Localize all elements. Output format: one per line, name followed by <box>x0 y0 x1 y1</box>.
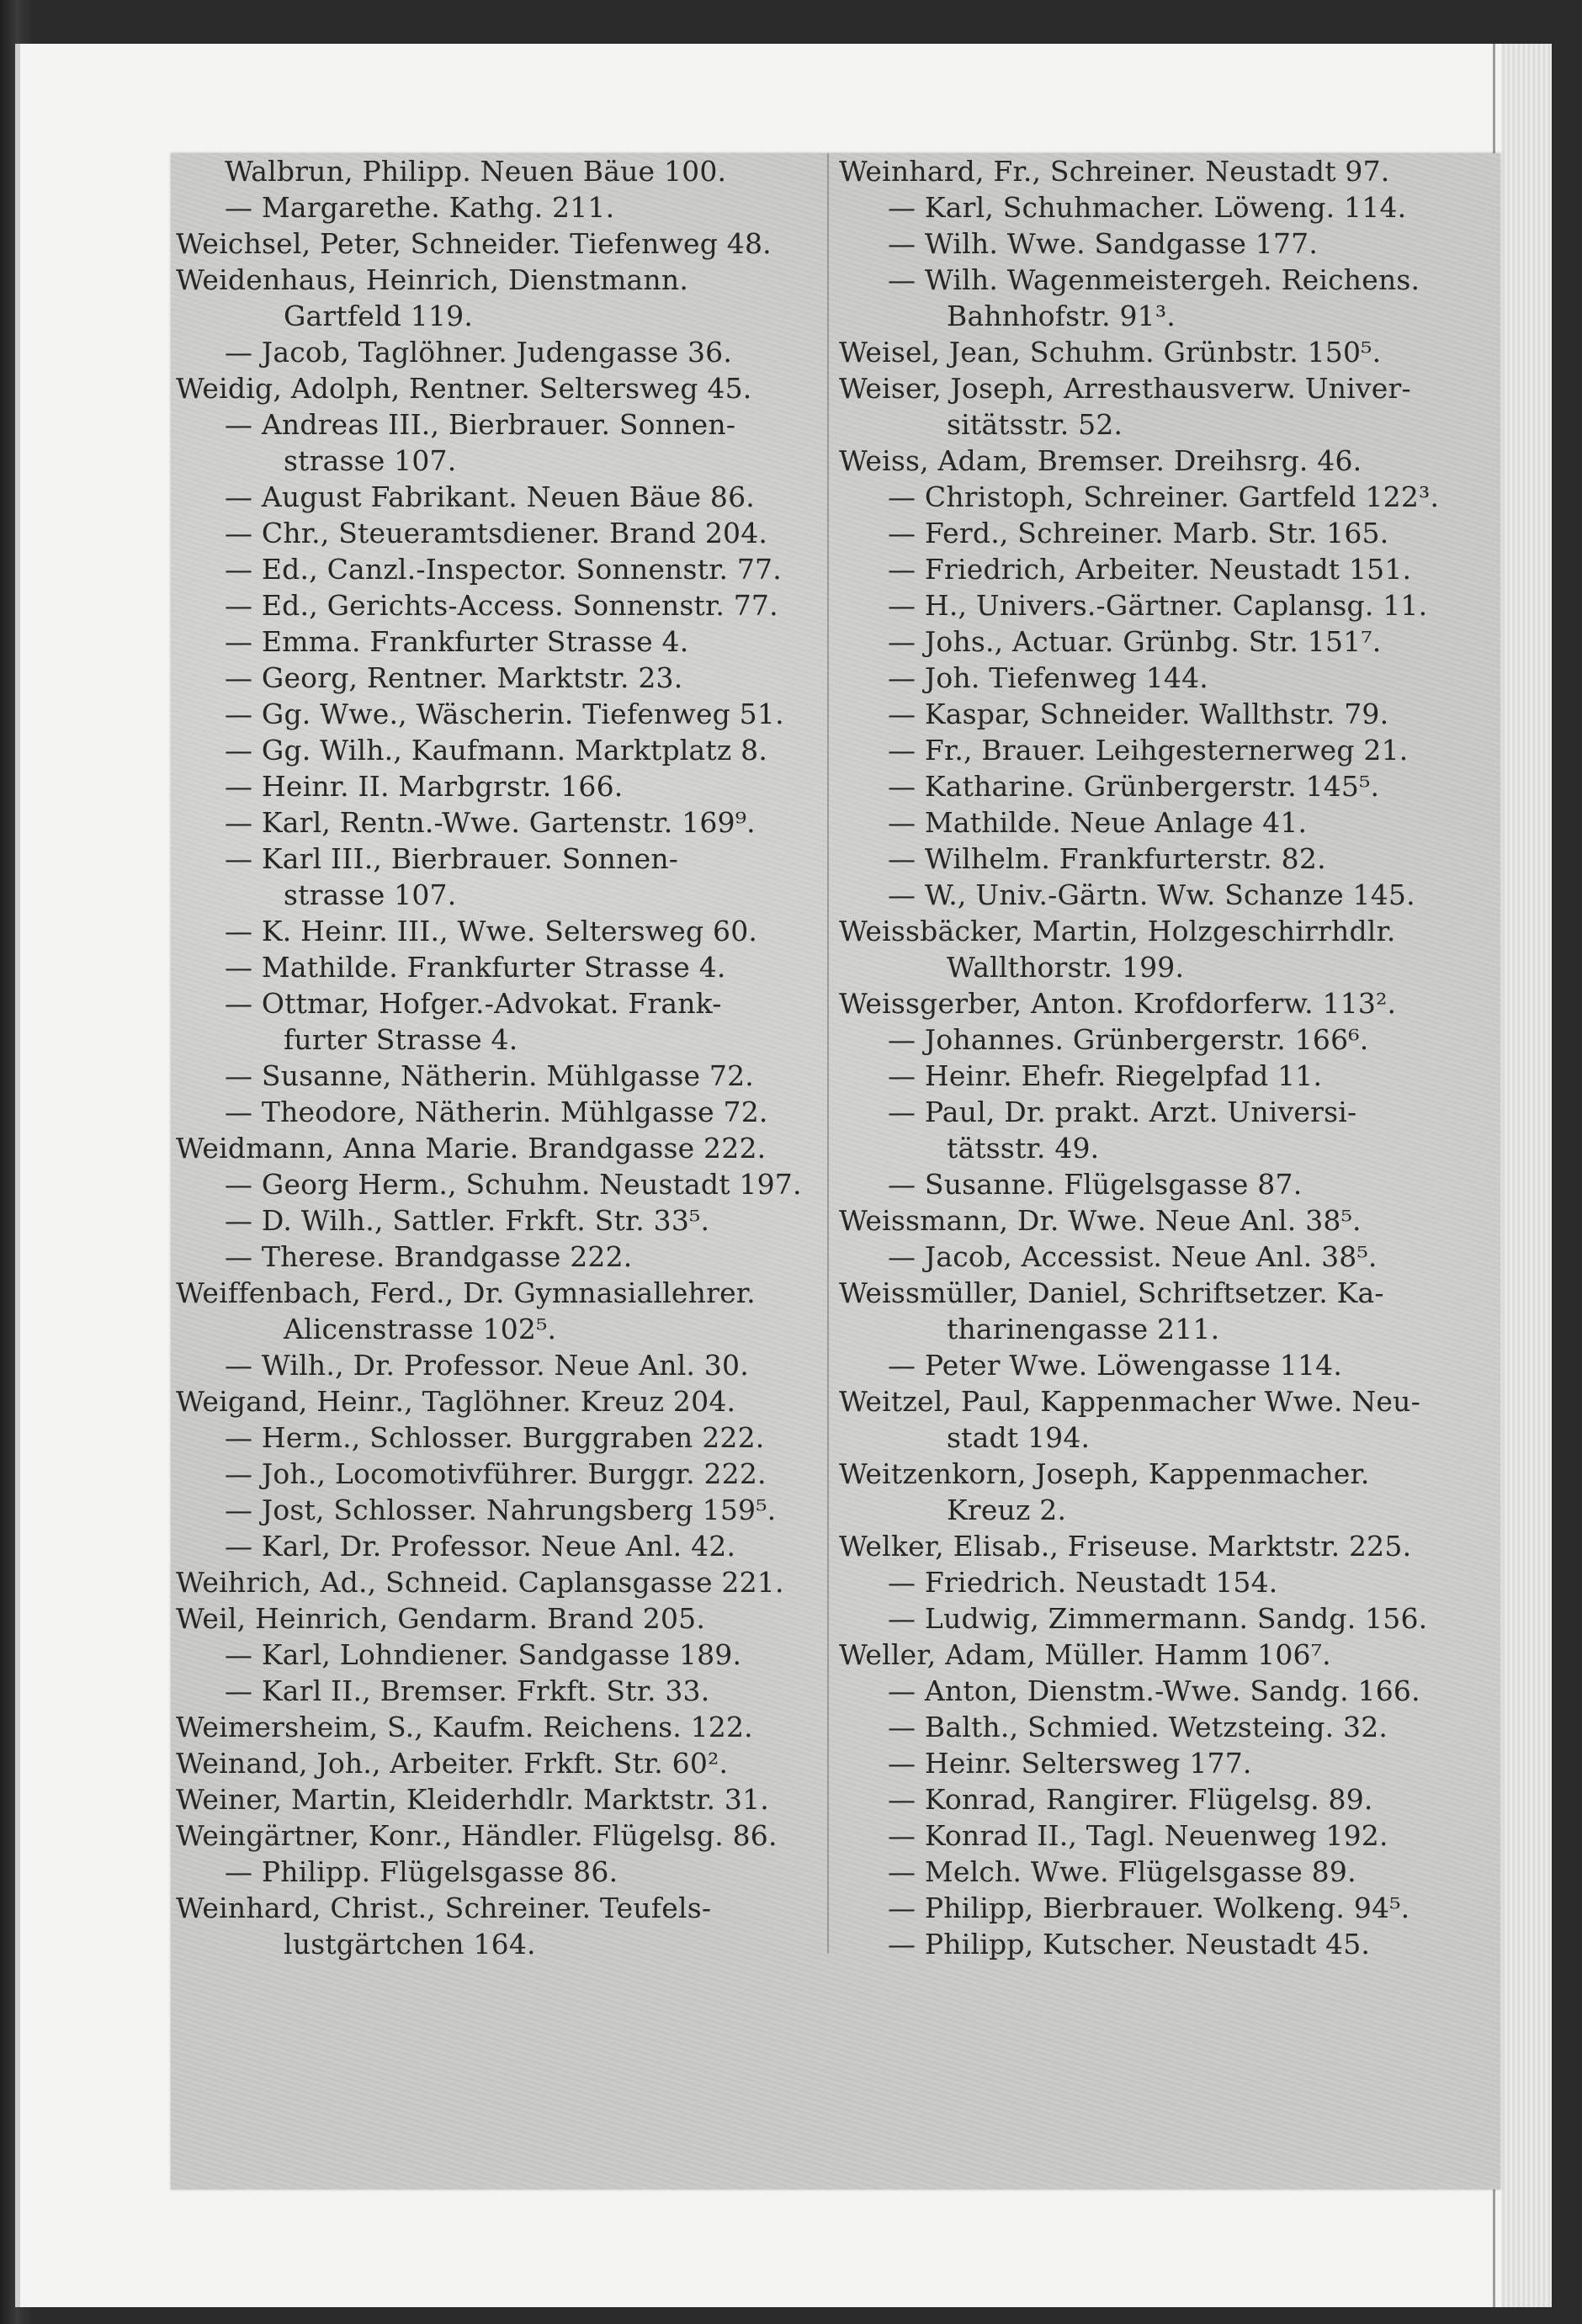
directory-clipping <box>171 153 1500 2189</box>
directory-subentry: — Konrad II., Tagl. Neuenweg 192. <box>888 1819 1388 1852</box>
directory-subentry: — Karl, Dr. Professor. Neue Anl. 42. <box>225 1530 736 1563</box>
directory-subentry: — Paul, Dr. prakt. Arzt. Universi- <box>888 1096 1357 1128</box>
directory-subentry: — Philipp, Bierbrauer. Wolkeng. 94⁵. <box>888 1892 1410 1924</box>
directory-entry: Weigand, Heinr., Taglöhner. Kreuz 204. <box>176 1385 736 1418</box>
directory-subentry: — Johs., Actuar. Grünbg. Str. 151⁷. <box>888 625 1382 658</box>
directory-entry: Weisel, Jean, Schuhm. Grünbstr. 150⁵. <box>839 336 1382 369</box>
directory-subentry: — Emma. Frankfurter Strasse 4. <box>225 625 689 658</box>
directory-entry: Weiser, Joseph, Arresthausverw. Univer- <box>839 372 1411 405</box>
directory-subentry: — Joh. Tiefenweg 144. <box>888 661 1208 694</box>
directory-entry-continuation: strasse 107. <box>284 878 457 911</box>
directory-subentry: — Wilh. Wagenmeistergeh. Reichens. <box>888 263 1420 296</box>
directory-entry: Weimersheim, S., Kaufm. Reichens. 122. <box>176 1711 753 1743</box>
directory-subentry: — H., Univers.-Gärtner. Caplansg. 11. <box>888 589 1428 622</box>
directory-entry: Weihrich, Ad., Schneid. Caplansgasse 221. <box>176 1566 784 1599</box>
directory-subentry: — Mathilde. Frankfurter Strasse 4. <box>225 951 726 984</box>
directory-entry: Weitzel, Paul, Kappenmacher Wwe. Neu- <box>839 1385 1420 1418</box>
directory-subentry: — Jost, Schlosser. Nahrungsberg 159⁵. <box>225 1494 777 1526</box>
directory-subentry: — Heinr. II. Marbgrstr. 166. <box>225 770 624 803</box>
directory-subentry: — Kaspar, Schneider. Wallthstr. 79. <box>888 698 1389 730</box>
directory-entry-continuation: stadt 194. <box>947 1421 1091 1454</box>
directory-subentry: — Karl, Rentn.-Wwe. Gartenstr. 169⁹. <box>225 806 756 839</box>
directory-entry-continuation: furter Strasse 4. <box>284 1023 518 1056</box>
directory-subentry: — Ed., Canzl.-Inspector. Sonnenstr. 77. <box>225 553 782 586</box>
directory-subentry: — Philipp, Kutscher. Neustadt 45. <box>888 1928 1371 1961</box>
directory-subentry: — Wilh., Dr. Professor. Neue Anl. 30. <box>225 1349 749 1382</box>
directory-subentry: — Gg. Wwe., Wäscherin. Tiefenweg 51. <box>225 698 784 730</box>
column-divider <box>827 153 829 1954</box>
directory-subentry: — Georg Herm., Schuhm. Neustadt 197. <box>225 1168 802 1201</box>
directory-entry-continuation: strasse 107. <box>284 444 457 477</box>
directory-subentry: — Heinr. Seltersweg 177. <box>888 1747 1252 1780</box>
directory-entry-continuation: sitätsstr. 52. <box>947 408 1123 441</box>
directory-subentry: — Ludwig, Zimmermann. Sandg. 156. <box>888 1602 1428 1635</box>
directory-entry: Weissgerber, Anton. Krofdorferw. 113². <box>839 987 1397 1020</box>
directory-subentry: Walbrun, Philipp. Neuen Bäue 100. <box>225 155 727 188</box>
directory-entry-continuation: Alicenstrasse 102⁵. <box>284 1313 557 1345</box>
directory-entry: Weissbäcker, Martin, Holzgeschirrhdlr. <box>839 915 1396 947</box>
directory-subentry: — Jacob, Taglöhner. Judengasse 36. <box>225 336 733 369</box>
directory-subentry: — Chr., Steueramtsdiener. Brand 204. <box>225 517 768 549</box>
directory-subentry: — Philipp. Flügelsgasse 86. <box>225 1855 618 1888</box>
directory-entry-continuation: Gartfeld 119. <box>284 300 474 332</box>
directory-subentry: — Heinr. Ehefr. Riegelpfad 11. <box>888 1059 1323 1092</box>
directory-subentry: — Christoph, Schreiner. Gartfeld 122³. <box>888 480 1440 513</box>
right-column <box>839 153 1495 1962</box>
directory-entry: Weichsel, Peter, Schneider. Tiefenweg 48. <box>176 227 772 260</box>
directory-entry: Weingärtner, Konr., Händler. Flügelsg. 86. <box>176 1819 778 1852</box>
directory-subentry: — Wilhelm. Frankfurterstr. 82. <box>888 842 1326 875</box>
directory-subentry: — Andreas III., Bierbrauer. Sonnen- <box>225 408 736 441</box>
directory-entry: Weil, Heinrich, Gendarm. Brand 205. <box>176 1602 706 1635</box>
directory-subentry: — Susanne. Flügelsgasse 87. <box>888 1168 1303 1201</box>
directory-subentry: — Ed., Gerichts-Access. Sonnenstr. 77. <box>225 589 778 622</box>
directory-subentry: — Karl III., Bierbrauer. Sonnen- <box>225 842 679 875</box>
directory-subentry: — Mathilde. Neue Anlage 41. <box>888 806 1308 839</box>
directory-subentry: — Fr., Brauer. Leihgesternerweg 21. <box>888 734 1409 767</box>
directory-subentry: — Jacob, Accessist. Neue Anl. 38⁵. <box>888 1240 1378 1273</box>
directory-subentry: — W., Univ.-Gärtn. Ww. Schanze 145. <box>888 878 1415 911</box>
directory-entry: Weinand, Joh., Arbeiter. Frkft. Str. 60². <box>176 1747 729 1780</box>
directory-entry: Weissmann, Dr. Wwe. Neue Anl. 38⁵. <box>839 1204 1362 1237</box>
left-column <box>176 153 815 1962</box>
directory-entry: Weiner, Martin, Kleiderhdlr. Marktstr. 31. <box>176 1783 769 1816</box>
directory-entry-continuation: tätsstr. 49. <box>947 1132 1100 1165</box>
directory-subentry: — Susanne, Nätherin. Mühlgasse 72. <box>225 1059 754 1092</box>
directory-subentry: — K. Heinr. III., Wwe. Seltersweg 60. <box>225 915 758 947</box>
directory-subentry: — Katharine. Grünbergerstr. 145⁵. <box>888 770 1380 803</box>
directory-subentry: — Margarethe. Kathg. 211. <box>225 191 615 224</box>
directory-subentry: — Ottmar, Hofger.-Advokat. Frank- <box>225 987 722 1020</box>
directory-subentry: — Peter Wwe. Löwengasse 114. <box>888 1349 1343 1382</box>
directory-entry: Weinhard, Christ., Schreiner. Teufels- <box>176 1892 712 1924</box>
directory-entry: Weiss, Adam, Bremser. Dreihsrg. 46. <box>839 444 1362 477</box>
directory-subentry: — Theodore, Nätherin. Mühlgasse 72. <box>225 1096 768 1128</box>
directory-subentry: — Georg, Rentner. Marktstr. 23. <box>225 661 683 694</box>
directory-subentry: — Anton, Dienstm.-Wwe. Sandg. 166. <box>888 1674 1420 1707</box>
directory-subentry: — Melch. Wwe. Flügelsgasse 89. <box>888 1855 1356 1888</box>
directory-entry: Weiffenbach, Ferd., Dr. Gymnasiallehrer. <box>176 1276 756 1309</box>
directory-subentry: — Karl, Lohndiener. Sandgasse 189. <box>225 1638 742 1671</box>
directory-entry-continuation: Bahnhofstr. 91³. <box>947 300 1176 332</box>
directory-entry: Weller, Adam, Müller. Hamm 106⁷. <box>839 1638 1331 1671</box>
directory-entry: Weidmann, Anna Marie. Brandgasse 222. <box>176 1132 767 1165</box>
directory-subentry: — Gg. Wilh., Kaufmann. Marktplatz 8. <box>225 734 768 767</box>
directory-entry-continuation: lustgärtchen 164. <box>284 1928 536 1961</box>
directory-entry: Welker, Elisab., Friseuse. Marktstr. 225. <box>839 1530 1412 1563</box>
page-edge <box>1501 44 1552 2307</box>
directory-entry-continuation: tharinengasse 211. <box>947 1313 1220 1345</box>
directory-entry: Weissmüller, Daniel, Schriftsetzer. Ka- <box>839 1276 1384 1309</box>
directory-entry: Weidig, Adolph, Rentner. Seltersweg 45. <box>176 372 752 405</box>
directory-subentry: — Johannes. Grünbergerstr. 166⁶. <box>888 1023 1369 1056</box>
directory-subentry: — Konrad, Rangirer. Flügelsg. 89. <box>888 1783 1373 1816</box>
directory-entry-continuation: Kreuz 2. <box>947 1494 1067 1526</box>
directory-entry: Weinhard, Fr., Schreiner. Neustadt 97. <box>839 155 1390 188</box>
directory-subentry: — Friedrich. Neustadt 154. <box>888 1566 1278 1599</box>
directory-entry: Weitzenkorn, Joseph, Kappenmacher. <box>839 1457 1370 1490</box>
directory-subentry: — Friedrich, Arbeiter. Neustadt 151. <box>888 553 1412 586</box>
directory-subentry: — August Fabrikant. Neuen Bäue 86. <box>225 480 755 513</box>
directory-subentry: — Balth., Schmied. Wetzsteing. 32. <box>888 1711 1388 1743</box>
directory-subentry: — Karl, Schuhmacher. Löweng. 114. <box>888 191 1407 224</box>
directory-subentry: — Therese. Brandgasse 222. <box>225 1240 633 1273</box>
directory-subentry: — Ferd., Schreiner. Marb. Str. 165. <box>888 517 1389 549</box>
directory-entry: Weidenhaus, Heinrich, Dienstmann. <box>176 263 689 296</box>
directory-entry-continuation: Wallthorstr. 199. <box>947 951 1185 984</box>
directory-subentry: — Karl II., Bremser. Frkft. Str. 33. <box>225 1674 710 1707</box>
directory-subentry: — D. Wilh., Sattler. Frkft. Str. 33⁵. <box>225 1204 710 1237</box>
directory-subentry: — Herm., Schlosser. Burggraben 222. <box>225 1421 765 1454</box>
directory-subentry: — Joh., Locomotivführer. Burggr. 222. <box>225 1457 767 1490</box>
directory-subentry: — Wilh. Wwe. Sandgasse 177. <box>888 227 1319 260</box>
